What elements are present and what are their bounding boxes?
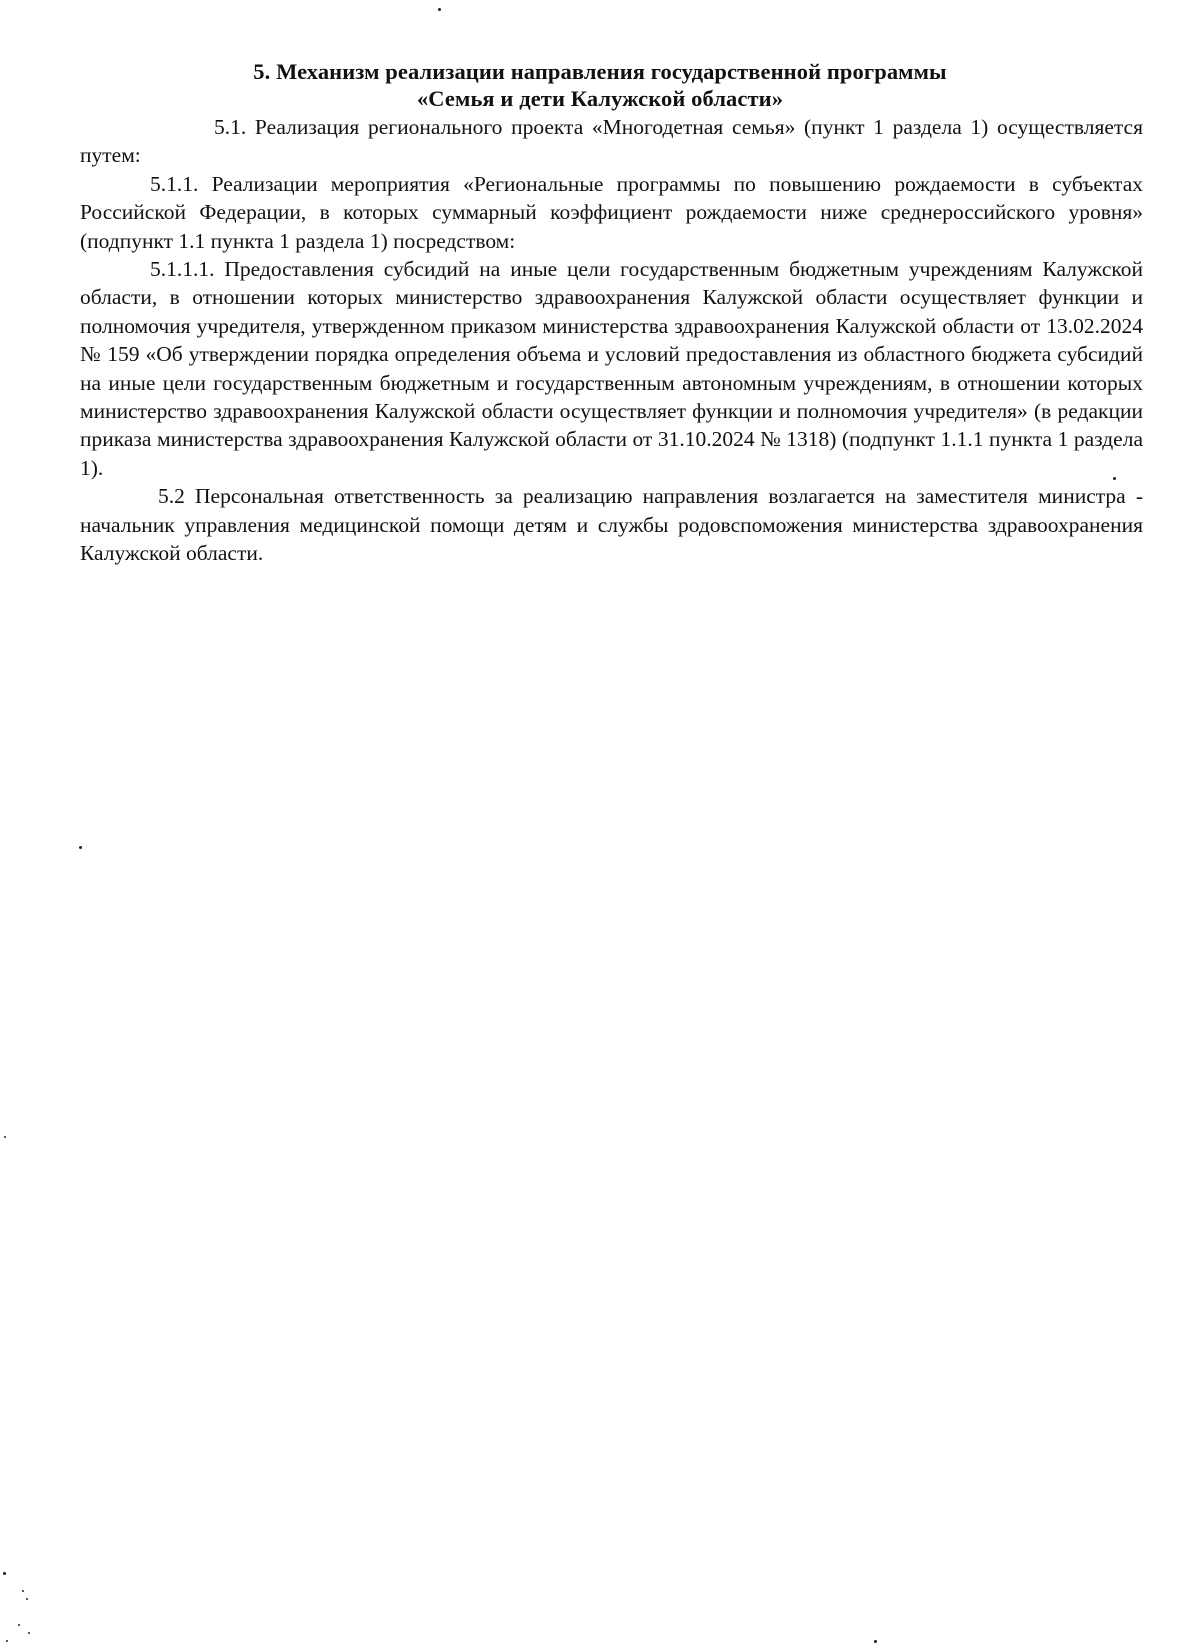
scan-speck xyxy=(874,1640,877,1643)
scan-speck xyxy=(3,1572,6,1575)
scan-speck xyxy=(438,8,441,11)
section-heading xyxy=(80,58,1120,112)
section-heading-line-2: «Семья и дети Калужской области» xyxy=(416,86,784,111)
paragraph-5-1: 5.1. Реализация регионального проекта «Многодетная семья» (пункт 1 раздела 1) осуществляется путем: xyxy=(80,115,1143,168)
scan-speck xyxy=(18,1624,20,1626)
scan-speck xyxy=(4,1136,6,1138)
paragraph-5-2: 5.2 Персональная ответственность за реализацию направления возлагается на заместителя министра - начальник управления медицинской помощи детям и службы родовспоможения министерства здравоохранения Калужской области. xyxy=(80,484,1143,566)
paragraph-5-1-1-1: 5.1.1.1. Предоставления субсидий на иные цели государственным бюджетным учреждениям Калужской области, в отношении которых министерство здравоохранения Калужской области осуществляет функции и полномочия учредителя, утвержденном приказом министерства здравоохранения Калужской области от 13.02.2024 № 159 «Об утверждении порядка определения объема и условий предоставления из областного бюджета субсидий на иные цели государственным бюджетным и государственным автономным учреждениям, в отношении которых министерство здравоохранения Калужской области осуществляет функции и полномочия учредителя» (в редакции приказа министерства здравоохранения Калужской области от 31.10.2024 № 1318) (подпункт 1.1.1 пункта 1 раздела 1). xyxy=(80,257,1143,480)
scan-speck xyxy=(26,1598,28,1600)
scan-speck xyxy=(22,1590,24,1592)
paragraph-5-1-1: 5.1.1. Реализации мероприятия «Региональные программы по повышению рождаемости в субъектах Российской Федерации, в которых суммарный коэффициент рождаемости ниже среднероссийского уровня» (подпункт 1.1 пункта 1 раздела 1) посредством: xyxy=(80,171,1143,253)
scan-speck xyxy=(79,846,82,849)
scan-speck xyxy=(1113,477,1116,480)
section-heading-line-1: 5. Механизм реализации направления государственной программы xyxy=(253,59,947,84)
scan-speck xyxy=(28,1632,30,1634)
scan-speck xyxy=(6,1640,8,1642)
document-body xyxy=(80,113,1143,568)
